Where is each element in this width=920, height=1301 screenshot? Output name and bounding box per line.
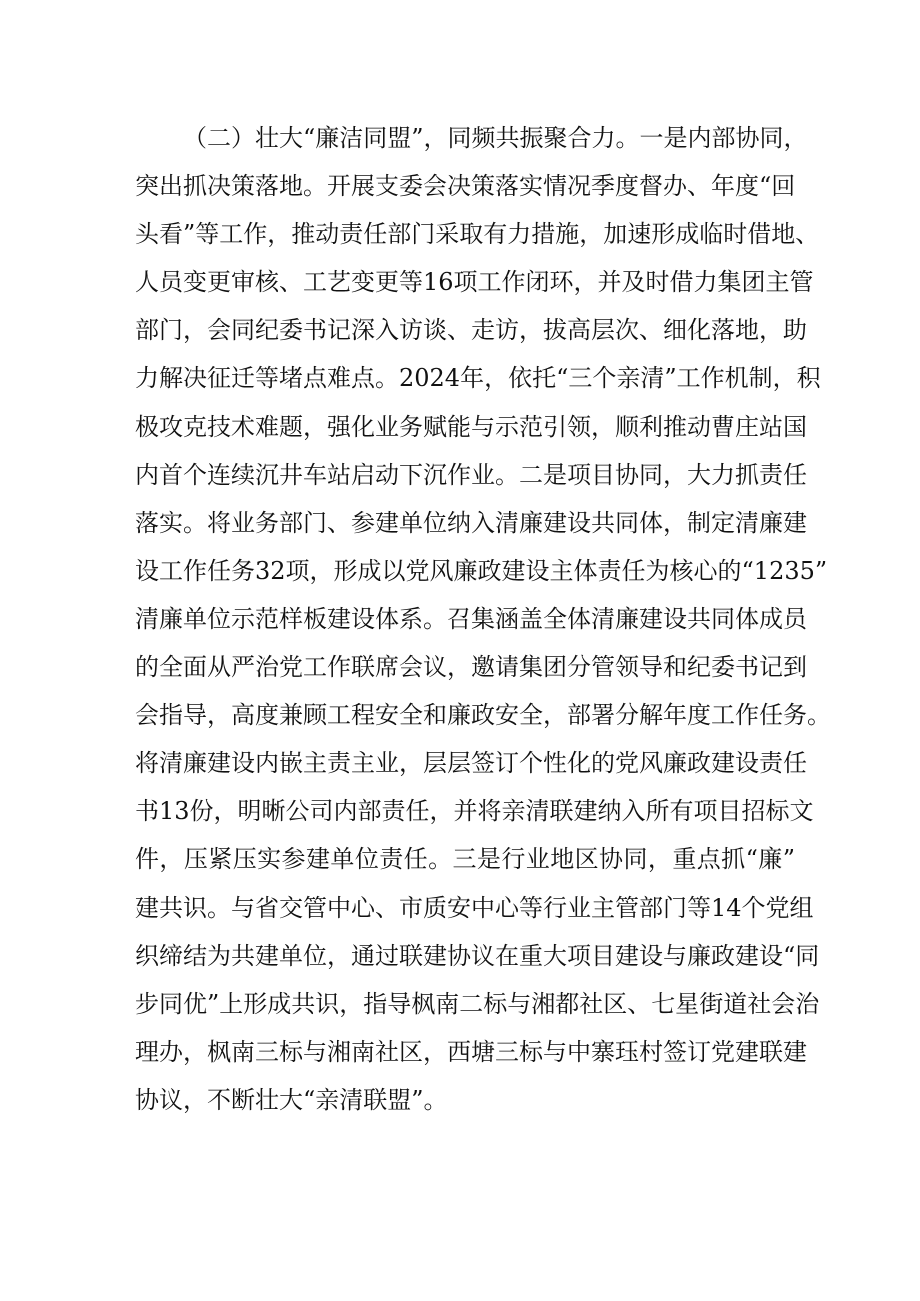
paragraph-line: （二）壮大“廉洁同盟”，同频共振聚合力。一是内部协同， xyxy=(183,124,808,152)
paragraph-line: 落实。将业务部门、参建单位纳入清廉建设共同体，制定清廉建 xyxy=(135,508,807,537)
paragraph-line: 清廉单位示范样板建设体系。召集涵盖全体清廉建设共同体成员 xyxy=(135,604,807,633)
paragraph-line: 协议，不断壮大“亲清联盟”。 xyxy=(135,1085,448,1114)
paragraph-line: 理办，枫南三标与湘南社区，西塘三标与中寨珏村签订党建联建 xyxy=(135,1037,807,1066)
paragraph-line: 的全面从严治党工作联席会议，邀请集团分管领导和纪委书记到 xyxy=(135,653,807,682)
paragraph-line: 极攻克技术难题，强化业务赋能与示范引领，顺利推动曹庄站国 xyxy=(135,412,807,441)
paragraph-line: 书13份，明晰公司内部责任，并将亲清联建纳入所有项目招标文 xyxy=(135,797,814,826)
paragraph-line: 设工作任务32项，形成以党风廉政建设主体责任为核心的“1235” xyxy=(135,556,828,585)
paragraph-line: 会指导，高度兼顾工程安全和廉政安全，部署分解年度工作任务。 xyxy=(135,701,831,730)
paragraph-line: 力解决征迁等堵点难点。2024年，依托“三个亲清”工作机制，积 xyxy=(135,364,821,393)
paragraph-line: 头看”等工作，推动责任部门采取有力措施，加速形成临时借地、 xyxy=(135,220,820,249)
paragraph-line: 内首个连续沉井车站启动下沉作业。二是项目协同，大力抓责任 xyxy=(135,460,807,489)
paragraph-line: 人员变更审核、工艺变更等16项工作闭环，并及时借力集团主管 xyxy=(135,268,814,297)
paragraph-line: 织缔结为共建单位，通过联建协议在重大项目建设与廉政建设“同 xyxy=(135,941,820,970)
paragraph-line: 件，压紧压实参建单位责任。三是行业地区协同，重点抓“廉” xyxy=(135,845,795,874)
body-paragraph xyxy=(135,114,831,1124)
paragraph-line: 建共识。与省交管中心、市质安中心等行业主管部门等14个党组 xyxy=(135,893,814,922)
paragraph-line: 突出抓决策落地。开展支委会决策落实情况季度督办、年度“回 xyxy=(135,172,796,201)
paragraph-line: 部门，会同纪委书记深入访谈、走访，拔高层次、细化落地，助 xyxy=(135,316,807,345)
paragraph-line: 步同优”上形成共识，指导枫南二标与湘都社区、七星街道社会治 xyxy=(135,989,820,1018)
paragraph-line: 将清廉建设内嵌主责主业，层层签订个性化的党风廉政建设责任 xyxy=(135,749,807,778)
